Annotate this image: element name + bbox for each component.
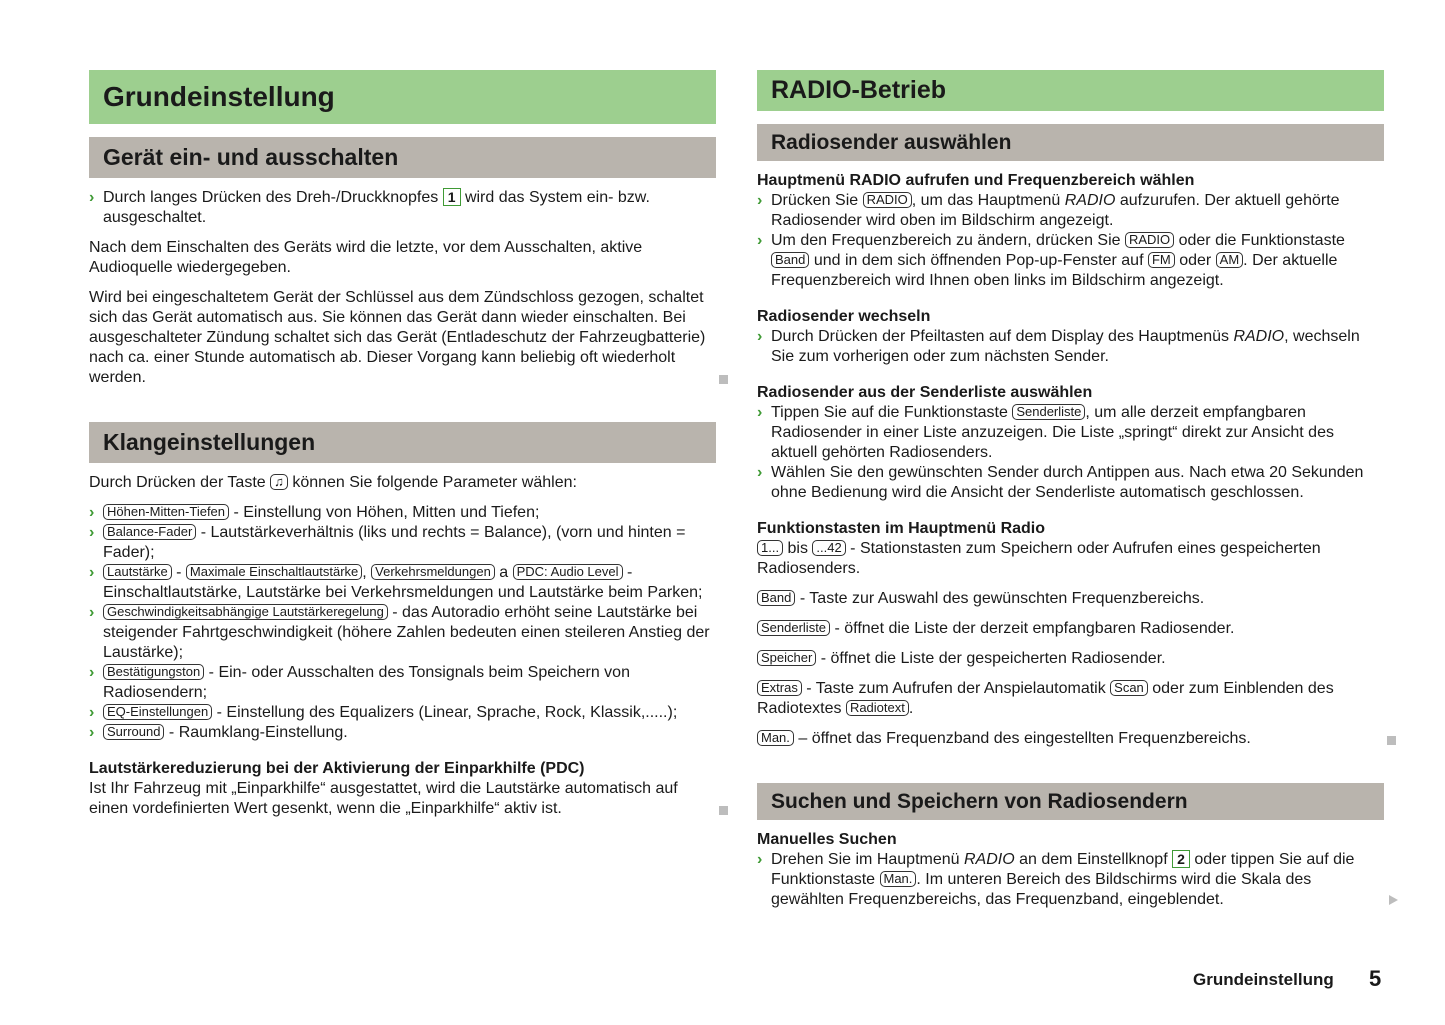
paragraph: [757, 539, 1384, 579]
paragraph: [757, 619, 1384, 639]
text: Klangeinstellungen: [103, 429, 316, 455]
section-end-square-icon: [1387, 736, 1396, 745]
text: , wechseln Sie zum vorherigen oder zum nächsten Sender.: [771, 328, 1360, 365]
menu-name: RADIO: [1233, 328, 1285, 345]
paragraph: [757, 649, 1384, 669]
bullet-arrow-icon: ›: [757, 851, 763, 868]
button-key-label: Balance-Fader: [103, 524, 196, 540]
text: Drehen Sie im Hauptmenü: [771, 851, 964, 868]
text: aufzurufen. Der aktuell gehörte Radiosender wird oben im Bildschirm angezeigt.: [771, 192, 1340, 229]
bullet-item: [89, 663, 716, 703]
section-heading: [89, 137, 716, 178]
bullet-item: [89, 563, 716, 603]
button-key-label: Speicher: [757, 650, 816, 666]
bullet-item: [757, 191, 1384, 231]
text: - Einstellung des Equalizers (Linear, Sprache, Rock, Klassik,.....);: [212, 704, 678, 721]
section-heading: [89, 422, 716, 463]
menu-name: RADIO: [963, 851, 1015, 868]
chapter-heading: [89, 70, 716, 124]
text: Lautstärkereduzierung bei der Aktivierung der Einparkhilfe (PDC): [89, 760, 585, 777]
paragraph: [757, 679, 1384, 719]
section-heading: [757, 783, 1384, 820]
paragraph: [89, 288, 716, 388]
section-end-square-icon: [719, 375, 728, 384]
text: - Ein- oder Ausschalten des Tonsignals beim Speichern von Radiosendern;: [103, 664, 630, 701]
text: - Stationstasten zum Speichern oder Aufrufen eines gespeicherten Radiosenders.: [757, 540, 1321, 577]
button-key-label: ...42: [812, 540, 845, 556]
text: Gerät ein- und ausschalten: [103, 144, 399, 170]
text: oder zum Einblenden des Radiotextes: [757, 680, 1334, 717]
text: Durch langes Drücken des Dreh-/Druckknopfes: [103, 189, 443, 206]
text: - Taste zum Aufrufen der Anspielautomatik: [801, 680, 1111, 697]
button-key-label: Band: [757, 590, 795, 606]
text: - das Autoradio erhöht seine Lautstärke bei steigender Fahrtgeschwindigkeit (höhere Zahlen bedeuten einen steileren Anstieg der Laustärke);: [103, 604, 710, 661]
button-key-label: Band: [771, 252, 809, 268]
text: ,: [362, 564, 372, 581]
bullet-arrow-icon: ›: [89, 504, 95, 521]
subheading: [757, 519, 1384, 539]
subheading: [757, 307, 1384, 327]
button-key-label: PDC: Audio Level: [513, 564, 623, 580]
text: , um alle derzeit empfangbaren Radiosender in einer Liste anzuzeigen. Die Liste „springt“ direkt zur Ansicht des aktuell gehörten Radiosenders.: [771, 404, 1334, 461]
bullet-arrow-icon: ›: [89, 724, 95, 741]
button-key-label: Surround: [103, 724, 164, 740]
bullet-item: [757, 327, 1384, 367]
bullet-arrow-icon: ›: [89, 704, 95, 721]
button-key-label: Geschwindigkeitsabhängige Lautstärkeregelung: [103, 604, 388, 620]
subheading: [89, 759, 716, 779]
control-number-label: 1: [443, 188, 461, 206]
text: . Der aktuelle Frequenzbereich wird Ihnen oben links im Bildschirm angezeigt.: [771, 252, 1338, 289]
bullet-arrow-icon: ›: [757, 232, 763, 249]
bullet-item: [89, 703, 716, 723]
bullet-item: [89, 523, 716, 563]
text: Hauptmenü RADIO aufrufen und Frequenzbereich wählen: [757, 172, 1195, 189]
button-key-label: Radiotext: [846, 700, 909, 716]
paragraph: [757, 589, 1384, 609]
text: Nach dem Einschalten des Geräts wird die letzte, vor dem Ausschalten, aktive Audioquelle wiedergegeben.: [89, 239, 643, 276]
text: Durch Drücken der Taste: [89, 474, 271, 491]
bullet-item: [89, 723, 716, 743]
page-number: 5: [1369, 966, 1382, 991]
section-heading: [757, 124, 1384, 161]
text: Manuelles Suchen: [757, 831, 897, 848]
text: Ist Ihr Fahrzeug mit „Einparkhilfe“ ausgestattet, wird die Lautstärke automatisch auf einen vordefinierten Wert gesenkt, wenn die „Einparkhilfe“ aktiv ist.: [89, 780, 678, 817]
subheading: [757, 830, 1384, 850]
bullet-arrow-icon: ›: [757, 404, 763, 421]
text: - öffnet die Liste der gespeicherten Radiosender.: [816, 650, 1166, 667]
button-key-label: 1...: [757, 540, 783, 556]
chapter-heading: [757, 70, 1384, 111]
text: Wird bei eingeschaltetem Gerät der Schlüssel aus dem Zündschloss gezogen, schaltet sich das Gerät automatisch aus. Sie können das Gerät dann wieder einschalten. Bei ausgeschalteter Zündung schaltet sich das Gerät (Entladeschutz der Fahrzeugbatterie) nach ca. einer Stunde automatisch ab. Dieser Vorgang kann beliebig oft wiederholt werden.: [89, 289, 706, 386]
text: Wählen Sie den gewünschten Sender durch Antippen aus. Nach etwa 20 Sekunden ohne Bedienung wird die Ansicht der Senderliste automatisch geschlossen.: [771, 464, 1364, 501]
text: Suchen und Speichern von Radiosendern: [771, 790, 1188, 813]
button-key-label: Scan: [1110, 680, 1148, 696]
bullet-item: [757, 463, 1384, 503]
text: Grundeinstellung: [103, 81, 335, 112]
paragraph: [89, 473, 716, 493]
bullet-item: [757, 403, 1384, 463]
text: an dem Einstellknopf: [1014, 851, 1173, 868]
paragraph: [89, 238, 716, 278]
bullet-arrow-icon: ›: [89, 664, 95, 681]
text: oder die Funktionstaste: [1174, 232, 1345, 249]
text: -: [171, 564, 186, 581]
text: - öffnet die Liste der derzeit empfangbaren Radiosender.: [830, 620, 1235, 637]
text: Durch Drücken der Pfeiltasten auf dem Display des Hauptmenüs: [771, 328, 1234, 345]
button-key-label: ♫: [270, 474, 288, 490]
button-key-label: AM: [1216, 252, 1244, 268]
paragraph: [89, 779, 716, 819]
left-column: [89, 70, 716, 819]
bullet-arrow-icon: ›: [757, 328, 763, 345]
text: Radiosender auswählen: [771, 131, 1012, 154]
button-key-label: Senderliste: [1012, 404, 1085, 420]
bullet-item: [757, 850, 1384, 910]
text: - Einstellung von Höhen, Mitten und Tiefen;: [229, 504, 540, 521]
button-key-label: Lautstärke: [103, 564, 172, 580]
text: RADIO-Betrieb: [771, 76, 947, 104]
button-key-label: EQ-Einstellungen: [103, 704, 212, 720]
continued-triangle-icon: [1389, 895, 1398, 905]
text: oder tippen Sie auf die Funktionstaste: [771, 851, 1355, 888]
bullet-item: [89, 503, 716, 523]
button-key-label: Man.: [757, 730, 794, 746]
subheading: [757, 171, 1384, 191]
bullet-item: [89, 603, 716, 663]
button-key-label: Extras: [757, 680, 802, 696]
section-end-square-icon: [719, 806, 728, 815]
text: wird das System ein- bzw. ausgeschaltet.: [103, 189, 650, 226]
text: können Sie folgende Parameter wählen:: [287, 474, 577, 491]
text: - Einschaltlautstärke, Lautstärke bei Verkehrsmeldungen und Lautstärke beim Parken;: [103, 564, 703, 601]
text: - Lautstärkeverhältnis (liks und rechts = Balance), (vorn und hinten = Fader);: [103, 524, 686, 561]
text: - Raumklang-Einstellung.: [164, 724, 348, 741]
button-key-label: FM: [1148, 252, 1175, 268]
text: Um den Frequenzbereich zu ändern, drücken Sie: [771, 232, 1125, 249]
button-key-label: Senderliste: [757, 620, 830, 636]
paragraph: [757, 729, 1384, 749]
text: Radiosender aus der Senderliste auswählen: [757, 384, 1093, 401]
text: . Im unteren Bereich des Bildschirms wird die Skala des gewählten Frequenzbereichs, das Frequenzband, eingeblendet.: [771, 871, 1312, 908]
button-key-label: Bestätigungston: [103, 664, 204, 680]
bullet-arrow-icon: ›: [89, 189, 95, 206]
subheading: [757, 383, 1384, 403]
text: , um das Hauptmenü: [911, 192, 1065, 209]
button-key-label: RADIO: [1125, 232, 1174, 248]
bullet-arrow-icon: ›: [89, 604, 95, 621]
button-key-label: Höhen-Mitten-Tiefen: [103, 504, 229, 520]
button-key-label: Man.: [880, 871, 917, 887]
bullet-arrow-icon: ›: [89, 564, 95, 581]
text: und in dem sich öffnenden Pop-up-Fenster auf: [809, 252, 1148, 269]
text: Radiosender wechseln: [757, 308, 931, 325]
footer-section-title: Grundeinstellung: [1193, 970, 1334, 989]
bullet-arrow-icon: ›: [757, 192, 763, 209]
bullet-item: [89, 188, 716, 228]
text: Funktionstasten im Hauptmenü Radio: [757, 520, 1046, 537]
button-key-label: Maximale Einschaltlautstärke: [186, 564, 362, 580]
bullet-arrow-icon: ›: [89, 524, 95, 541]
text: oder: [1174, 252, 1216, 269]
control-number-label: 2: [1172, 850, 1190, 868]
right-column: [757, 70, 1384, 910]
text: – öffnet das Frequenzband des eingestellten Frequenzbereichs.: [793, 730, 1251, 747]
text: Tippen Sie auf die Funktionstaste: [771, 404, 1013, 421]
text: a: [494, 564, 513, 581]
text: bis: [783, 540, 813, 557]
text: - Taste zur Auswahl des gewünschten Frequenzbereichs.: [795, 590, 1205, 607]
text: Drücken Sie: [771, 192, 863, 209]
bullet-item: [757, 231, 1384, 291]
bullet-arrow-icon: ›: [757, 464, 763, 481]
menu-name: RADIO: [1064, 192, 1116, 209]
button-key-label: RADIO: [863, 192, 912, 208]
button-key-label: Verkehrsmeldungen: [371, 564, 495, 580]
text: .: [908, 700, 914, 717]
